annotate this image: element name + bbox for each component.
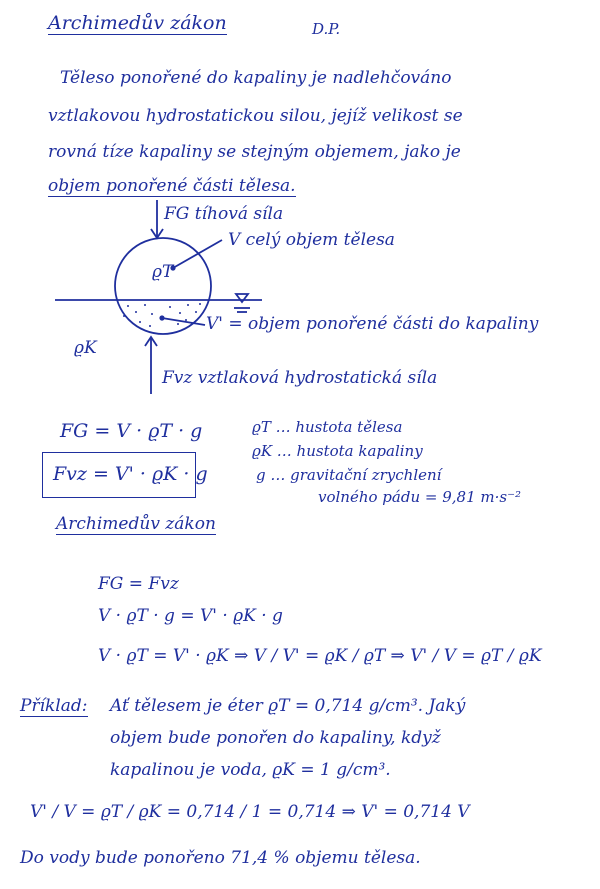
definition-line-1: Těleso ponořené do kapaliny je nadlehčováno — [60, 68, 452, 88]
v-label: V celý objem tělesa — [228, 230, 395, 250]
fg-formula: FG = V · ϱT · g — [60, 420, 203, 442]
archimedes-law-caption: Archimedův zákon — [56, 514, 216, 534]
legend-item-g-value: volného pádu = 9,81 m·s⁻² — [318, 488, 521, 506]
rho-t-label: ϱT — [152, 262, 174, 282]
example-line-1: Ať tělesem je éter ϱT = 0,714 g/cm³. Jaký — [110, 696, 466, 716]
example-result: Do vody bude ponořeno 71,4 % objemu tělesa. — [20, 848, 421, 868]
example-line-2: objem bude ponořen do kapaliny, když — [110, 728, 441, 748]
example-line-3: kapalinou je voda, ϱK = 1 g/cm³. — [110, 760, 391, 780]
rho-k-label: ϱK — [74, 338, 97, 358]
example-calculation: V' / V = ϱT / ϱK = 0,714 / 1 = 0,714 ⇒ V' = 0,714 V — [30, 802, 470, 822]
archimedes-formula-box — [42, 452, 208, 498]
derivation-line-3: V · ϱT = V' · ϱK ⇒ V / V' = ϱK / ϱT ⇒ V' / V = ϱT / ϱK — [98, 646, 542, 666]
fvz-formula: Fvz = V' · ϱK · g — [53, 463, 208, 485]
definition-line-2: vztlakovou hydrostatickou silou, jejíž velikost se — [48, 106, 463, 126]
definition-line-4: objem ponořené části tělesa. — [48, 176, 296, 196]
legend-item-g: g … gravitační zrychlení — [256, 466, 442, 484]
legend-item-rho-t: ϱT … hustota tělesa — [252, 418, 403, 436]
derivation-line-1: FG = Fvz — [98, 574, 179, 594]
v-prime-label: V' = objem ponořené části do kapaliny — [206, 314, 539, 334]
derivation-line-2: V · ϱT · g = V' · ϱK · g — [98, 606, 283, 626]
fg-label: FG tíhová síla — [164, 204, 284, 224]
page-title: Archimedův zákon — [48, 12, 227, 34]
author-initials: D.P. — [312, 20, 341, 38]
example-label: Příklad: — [20, 696, 88, 716]
fvz-label: Fvz vztlaková hydrostatická síla — [162, 368, 438, 388]
legend-item-rho-k: ϱK … hustota kapaliny — [252, 442, 423, 460]
definition-line-3: rovná tíze kapaliny se stejným objemem, jako je — [48, 142, 461, 162]
